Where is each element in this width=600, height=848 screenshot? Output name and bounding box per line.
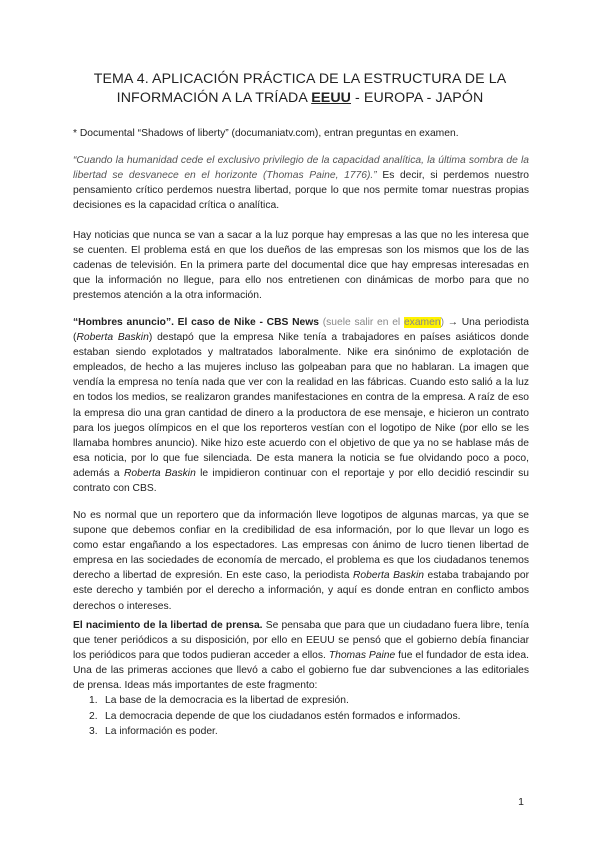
page-number: 1 [518,796,524,808]
logos-text-2: estaba trabajando por este derecho y también por el derecho a información, y aquí es donde entran en conflicto ambos derechos o intereses. [73,570,530,612]
arrow-icon: → [444,317,462,328]
press-text-1: Se pensaba que para que un ciudadano fuera libre, tenía que tener periódicos a su disposición, por ello en EEUU se pensó que el gobierno debía financiar los periódicos para que todos pudieran acceder a ellos. [73,620,529,662]
title-line-2-start: INFORMACIÓN A LA TRÍADA [116,90,312,106]
exam-aside-start: (suele salir en el [318,317,404,328]
list-item-text: La democracia depende de que los ciudadanos estén formados e informados. [105,710,461,722]
list-item-text: La base de la democracia es la libertad de expresión. [105,695,349,707]
page-title [60,70,540,108]
nike-case-heading: “Hombres anuncio”. El caso de Nike - CBS News [73,317,319,328]
exam-aside-end: ) [440,317,445,328]
paragraph-nike-case [73,315,529,496]
exam-highlight: examen [403,317,441,328]
quote-explanation: Es decir, si perdemos nuestro pensamiento crítico perdemos nuestra libertad, porque lo que nos permite tomar nuestras propias decisiones es la capacidad crítica o analítica. [73,170,530,212]
title-eeuu: EEUU [311,90,352,106]
quote-paragraph [73,153,529,213]
paragraph-2-text: Hay noticias que nunca se van a sacar a la luz porque hay empresas a las que no les interesa que se cuenten. El problema está en que los dueños de las empresas son los mismos que los de las cadenas de televisión. En la primera parte del documental dice que hay empresas interesadas en que la información no llegue, para ello nos entretienen con dinámicas de morbo para que no prestemos atención a la otra información. [73,230,529,302]
list-item-number: 2. [89,710,98,722]
paragraph-news-companies [73,228,529,303]
roberta-baskin-name-1: Roberta Baskin [76,332,149,344]
title-line-2 [60,89,540,108]
list-item [89,724,529,739]
documentary-note [73,126,529,141]
key-ideas-list [73,693,529,738]
thomas-paine-quote: “Cuando la humanidad cede el exclusivo privilegio de la capacidad analítica, la última sombra de la libertad se desvanece en el horizonte (Thomas Paine, 1776).” [73,155,529,182]
logos-text-1: No es normal que un reportero que da información lleve logotipos de algunas marcas, ya que se supone que debemos confiar en la credibilidad de esa información, por lo que llevar un logo es como estar engañando a los espectadores. Las empresas con ánimo de lucro tienen libertad de empresa en las sociedades de economía de mercado, el problema es que los ciudadanos tenemos derecho a libertad de expresión. En este caso, la periodista [73,510,529,582]
title-line-1: TEMA 4. APLICACIÓN PRÁCTICA DE LA ESTRUCTURA DE LA [93,71,507,87]
nike-text-2: ) destapó que la empresa Nike tenía a trabajadores en países asiáticos donde estaban siendo explotados y maltratados laboralmente. Nike era sinónimo de explotación de empleados, de hecho a las mujeres incluso las golpeaban para que no hablaran. La imagen que vendía la empresa no tenía nada que ver con la realidad en las fábricas. Cuando esto salió a la luz en todos los medios, se realizaron grandes manifestaciones en contra de la empresa. A raíz de eso la empresa dio una gran cantidad de dinero a la productora de ese mensaje, e hicieron un contrato para los juegos olímpicos en el que los reporteros vestían con el logotipo de Nike (por ello se les llamaba hombres anuncio). Nike hizo este acuerdo con el objetivo de que ya no se hablase más de esa noticia, por lo que fue silenciada. De esta manera la noticia se fue olvidando poco a poco, además a [73,332,529,479]
press-text-2: fue el fundador de esta idea. Una de las primeras acciones que llevó a cabo el gobierno fue dar subvenciones a las editoriales de prensa. Ideas más importantes de este fragmento: [73,650,529,692]
thomas-paine-name: Thomas Paine [328,650,396,662]
title-line-2-end: - EUROPA - JAPÓN [351,90,484,106]
list-item [89,709,529,724]
list-item-text: La información es poder. [105,725,218,737]
nike-text-3: le impidieron continuar con el reportaje y por ello decidió rescindir su contrato con CBS. [73,467,529,495]
list-item-number: 1. [89,695,98,707]
list-item [89,693,529,708]
paragraph-press-freedom [73,618,529,739]
paragraph-reporter-logos [73,508,529,614]
roberta-baskin-name-3: Roberta Baskin [353,570,425,582]
note-text: * Documental “Shadows of liberty” (documaniatv.com), entran preguntas en examen. [73,128,459,139]
roberta-baskin-name-2: Roberta Baskin [123,467,196,479]
list-item-number: 3. [89,725,98,737]
press-freedom-heading: El nacimiento de la libertad de prensa. [73,620,263,631]
nike-text-1: Una periodista ( [73,317,529,344]
